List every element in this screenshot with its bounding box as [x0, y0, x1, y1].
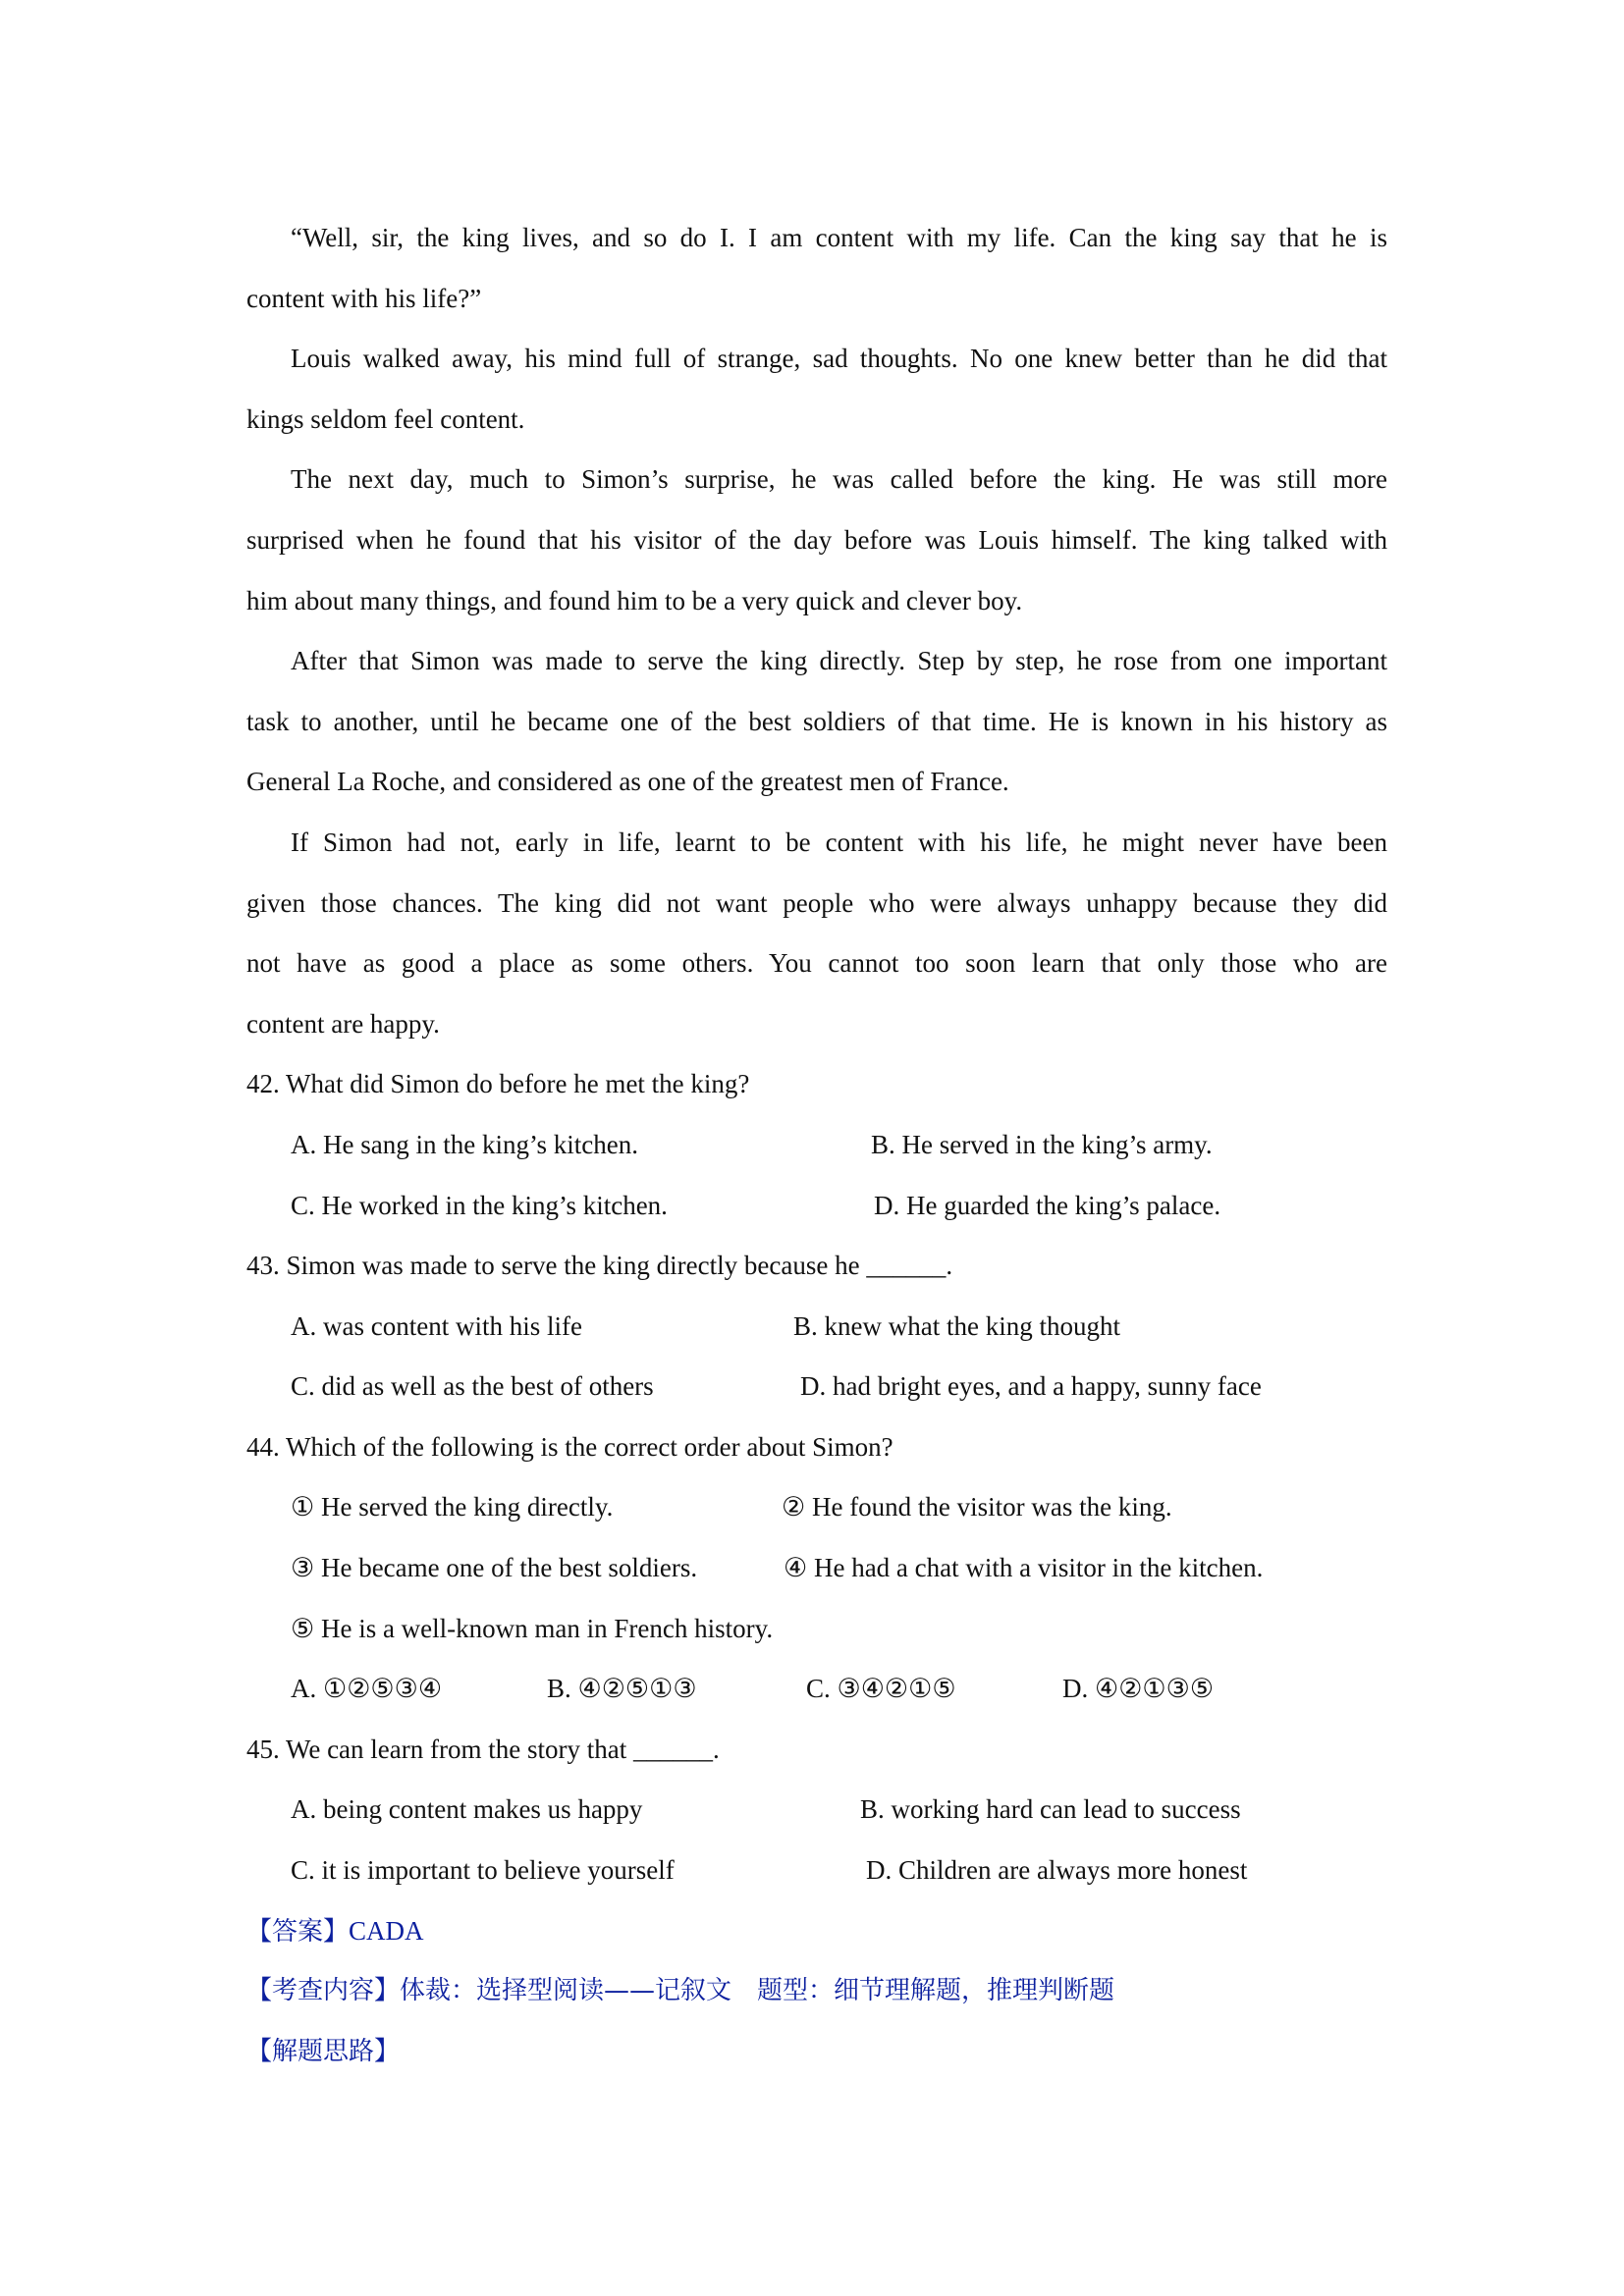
statement-4: ④ He had a chat with a visitor in the kitchen. — [784, 1553, 1264, 1583]
passage-paragraph — [246, 218, 1387, 318]
question-45: 45. We can learn from the story that ______. — [246, 1734, 720, 1764]
text-line: task to another, until he became one of the best soldiers of that time. He is known in his history as — [246, 706, 1387, 736]
content-value: 体裁：选择型阅读——记叙文 题型：细节理解题，推理判断题 — [400, 1976, 1115, 2006]
text-line: After that Simon was made to serve the king directly. Step by step, he rose from one important — [291, 646, 1387, 676]
approach-line — [246, 2032, 1387, 2071]
option-c: C. it is important to believe yourself — [291, 1855, 675, 1886]
statement-1: ① He served the king directly. — [291, 1492, 614, 1522]
options-row — [246, 1125, 1387, 1164]
answer-line — [246, 1911, 1387, 1950]
document-page — [246, 218, 1387, 2092]
options-row — [246, 1186, 1387, 1225]
statement-3: ③ He became one of the best soldiers. — [291, 1553, 698, 1583]
option-d: D. Children are always more honest — [866, 1855, 1248, 1886]
option-c: C. did as well as the best of others — [291, 1371, 654, 1402]
statement-5: ⑤ He is a well-known man in French history. — [291, 1613, 774, 1643]
options-row — [246, 1669, 1387, 1708]
option-a: A. He sang in the king’s kitchen. — [291, 1129, 638, 1159]
passage-paragraph — [246, 459, 1387, 619]
option-a: A. being content makes us happy — [291, 1794, 643, 1825]
statements-row — [246, 1548, 1387, 1587]
question-42: 42. What did Simon do before he met the king? — [246, 1069, 750, 1099]
answer-label: 【答案】 — [246, 1916, 350, 1947]
option-c: C. ③④②①⑤ — [806, 1674, 956, 1704]
text-line: “Well, sir, the king lives, and so do I. I am content with my life. Can the king say that he is — [291, 223, 1387, 252]
statements-row — [246, 1487, 1387, 1526]
option-b: B. working hard can lead to success — [860, 1794, 1241, 1825]
option-d: D. ④②①③⑤ — [1062, 1674, 1215, 1704]
option-b: B. knew what the king thought — [793, 1310, 1120, 1341]
passage-paragraph — [246, 339, 1387, 439]
option-b: B. He served in the king’s army. — [871, 1129, 1213, 1159]
passage-paragraph — [246, 641, 1387, 801]
statement-2: ② He found the visitor was the king. — [782, 1492, 1172, 1522]
options-row — [246, 1850, 1387, 1890]
option-d: D. had bright eyes, and a happy, sunny face — [800, 1371, 1262, 1402]
content-line — [246, 1971, 1387, 2010]
text-line: surprised when he found that his visitor of the day before was Louis himself. The king talked with — [246, 524, 1387, 555]
text-line: him about many things, and found him to be a very quick and clever boy. — [246, 585, 1023, 615]
text-line: content are happy. — [246, 1008, 440, 1039]
text-line: kings seldom feel content. — [246, 403, 525, 434]
option-c: C. He worked in the king’s kitchen. — [291, 1190, 668, 1220]
option-a: A. ①②⑤③④ — [291, 1674, 443, 1704]
passage-paragraph — [246, 823, 1387, 1043]
text-line: General La Roche, and considered as one of the greatest men of France. — [246, 767, 1009, 797]
answer-value: CADA — [349, 1915, 424, 1946]
option-b: B. ④②⑤①③ — [547, 1674, 697, 1704]
text-line: given those chances. The king did not want people who were always unhappy because they did — [246, 887, 1387, 918]
options-row — [246, 1366, 1387, 1406]
options-row — [246, 1307, 1387, 1346]
approach-label: 【解题思路】 — [246, 2036, 401, 2066]
text-line: not have as good a place as some others. You cannot too soon learn that only those who are — [246, 948, 1387, 979]
option-d: D. He guarded the king’s palace. — [874, 1190, 1221, 1220]
options-row — [246, 1789, 1387, 1829]
question-44: 44. Which of the following is the correct order about Simon? — [246, 1431, 893, 1462]
text-line: If Simon had not, early in life, learnt to be content with his life, he might never have been — [291, 827, 1387, 857]
statements-row — [246, 1609, 1387, 1648]
text-line: Louis walked away, his mind full of strange, sad thoughts. No one knew better than he did that — [291, 344, 1387, 374]
question-43: 43. Simon was made to serve the king directly because he ______. — [246, 1251, 953, 1281]
option-a: A. was content with his life — [291, 1310, 582, 1341]
text-line: The next day, much to Simon’s surprise, he was called before the king. He was still more — [291, 464, 1387, 495]
content-label: 【考查内容】 — [246, 1976, 401, 2006]
text-line: content with his life?” — [246, 283, 482, 313]
